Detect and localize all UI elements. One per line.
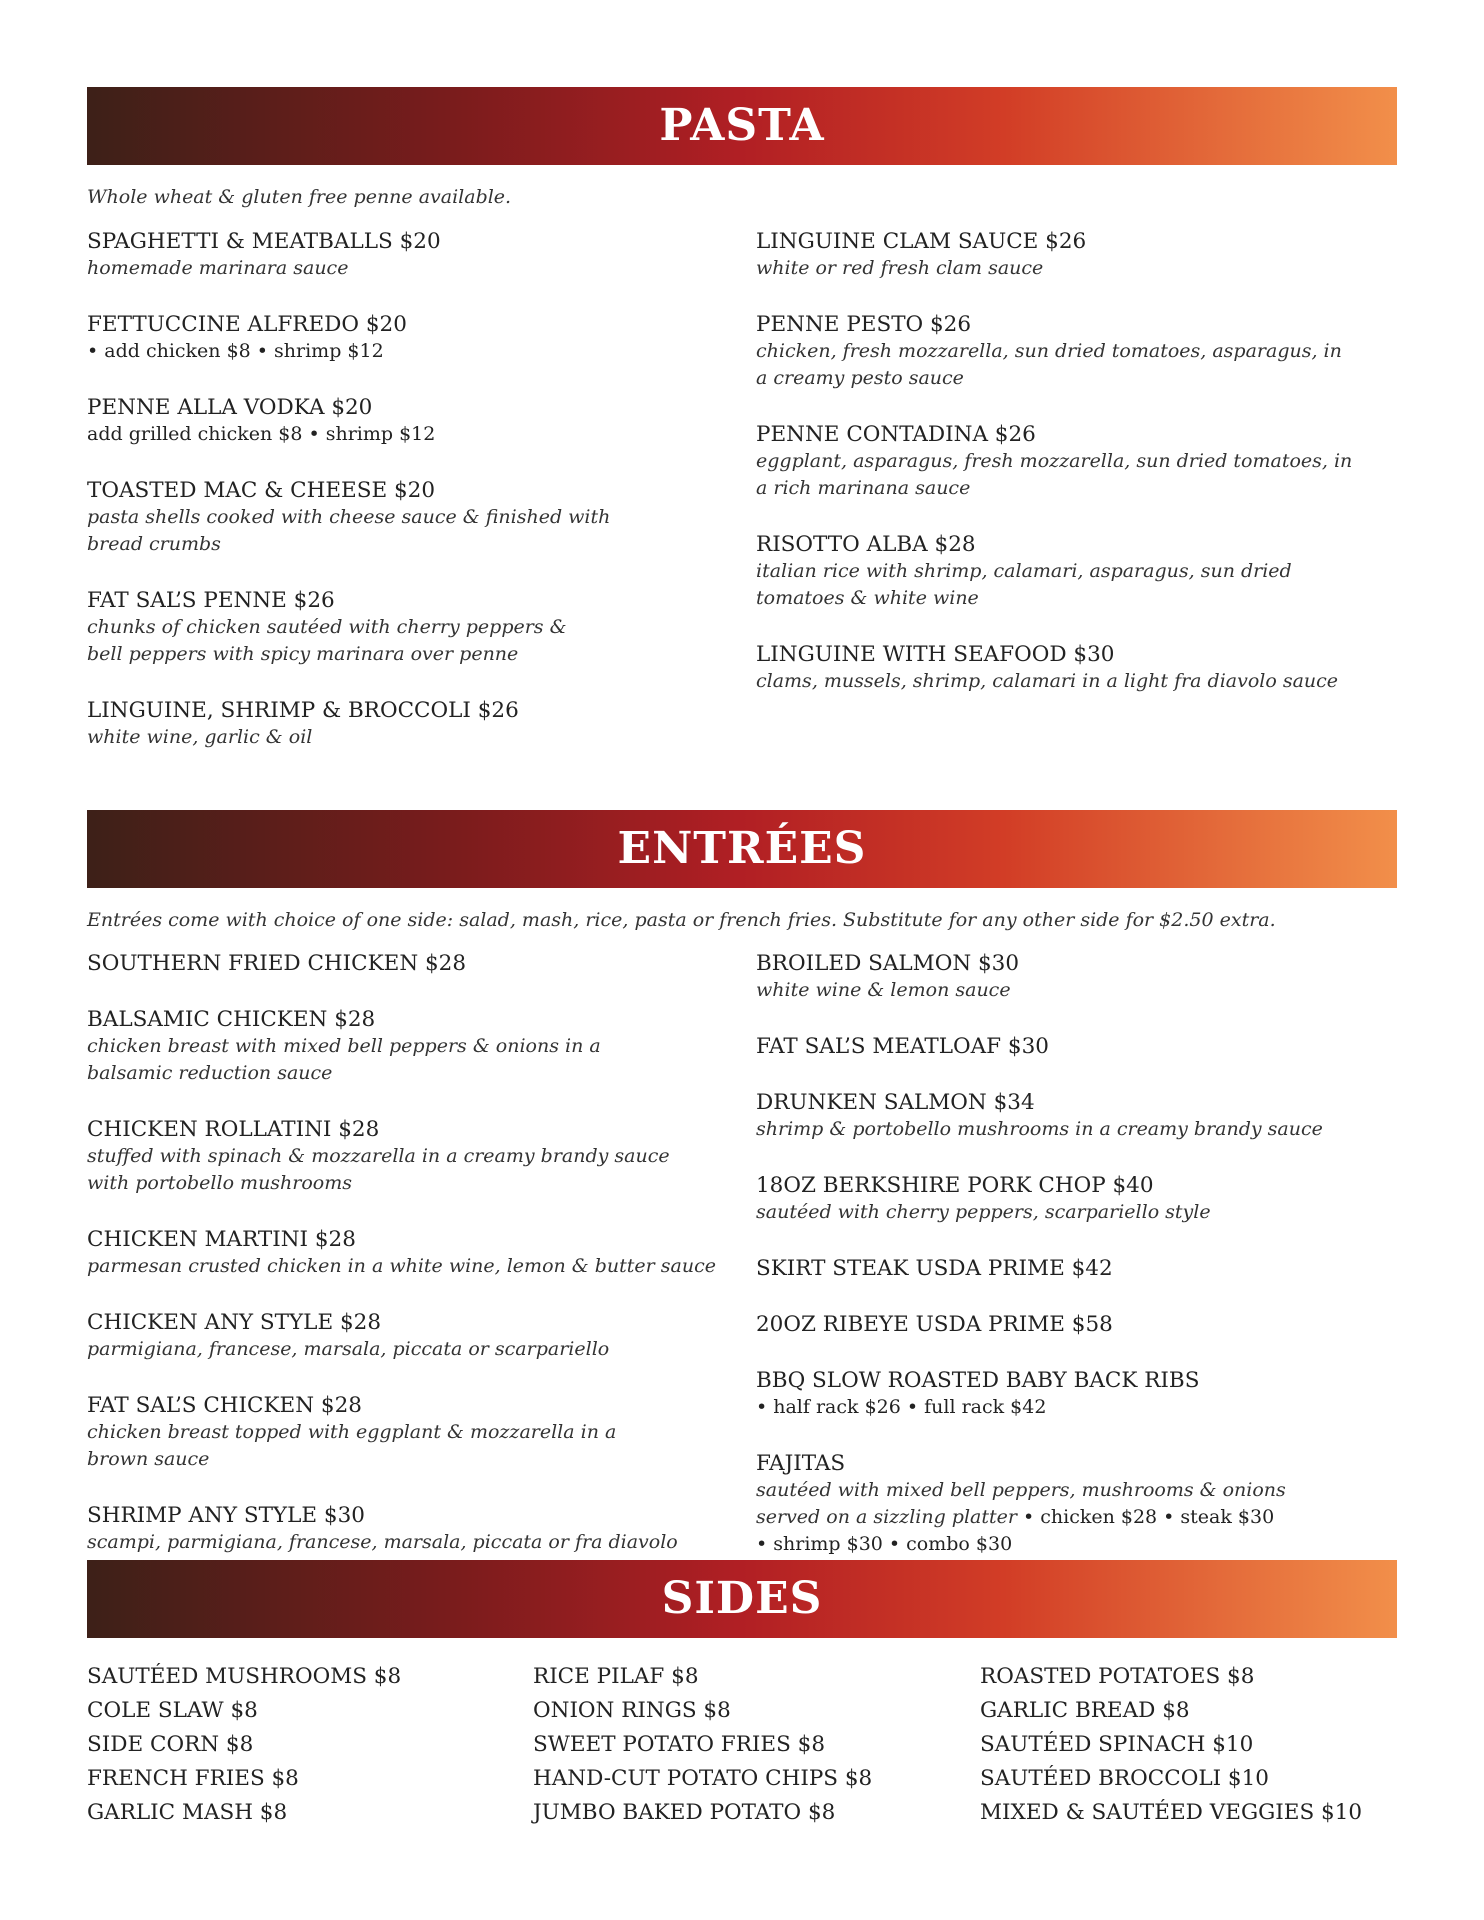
menu-item [87,697,727,751]
item-name: DRUNKEN SALMON $34 [756,1090,1035,1115]
item-desc: chicken breast with mixed bell peppers & onions in a balsamic reduction sauce [87,1035,601,1084]
item-name: 20OZ RIBEYE USDA PRIME $58 [756,1312,1113,1337]
item-name: LINGUINE, SHRIMP & BROCCOLI $26 [87,698,519,723]
menu-item [87,587,727,668]
item-name: BBQ SLOW ROASTED BABY BACK RIBS [756,1368,1200,1393]
item-desc: chicken, fresh mozzarella, sun dried tomatoes, asparagus, in a creamy pesto sauce [756,340,1342,389]
menu-item [87,1116,727,1197]
item-addon: add grilled chicken $8 • shrimp $12 [87,423,436,445]
menu-item [756,1311,1396,1338]
item-desc: white wine & lemon sauce [756,979,1011,1001]
item-desc: sautéed with cherry peppers, scarpariello style [756,1201,1211,1223]
side-item: ROASTED POTATOES $8 [980,1664,1255,1689]
menu-item [756,1367,1396,1421]
side-item: ONION RINGS $8 [533,1698,731,1723]
item-desc: sautéed with mixed bell peppers, mushrooms & onions [756,1479,1286,1501]
item-name: SKIRT STEAK USDA PRIME $42 [756,1256,1113,1281]
menu-item-fajitas [756,1450,1396,1558]
item-desc: white or red fresh clam sauce [756,257,1044,279]
menu-item [756,531,1396,612]
side-item: SAUTÉED MUSHROOMS $8 [87,1664,402,1689]
menu-item [87,477,727,558]
item-name: LINGUINE WITH SEAFOOD $30 [756,642,1115,667]
item-name: LINGUINE CLAM SAUCE $26 [756,229,1087,254]
item-name: FETTUCCINE ALFREDO $20 [87,312,407,337]
menu-item [87,228,727,282]
side-item: MIXED & SAUTÉED VEGGIES $10 [980,1800,1363,1825]
item-desc: parmesan crusted chicken in a white wine, lemon & butter sauce [87,1255,716,1277]
side-item: FRENCH FRIES $8 [87,1766,299,1791]
item-name: BALSAMIC CHICKEN $28 [87,1007,376,1032]
item-desc: chicken breast topped with eggplant & mozzarella in a brown sauce [87,1421,617,1470]
pasta-banner: PASTA [87,87,1397,165]
menu-item [756,1089,1396,1143]
pasta-right-column [756,228,1396,724]
side-item: HAND-CUT POTATO CHIPS $8 [533,1766,873,1791]
sides-column-3 [980,1660,1400,1830]
side-item: SIDE CORN $8 [87,1732,254,1757]
item-name: FAT SAL’S MEATLOAF $30 [756,1034,1049,1059]
menu-item [87,1309,727,1363]
item-name: SHRIMP ANY STYLE $30 [87,1503,365,1528]
item-name: FAJITAS [756,1451,846,1476]
sides-banner: SIDES [87,1560,1397,1638]
item-name: TOASTED MAC & CHEESE $20 [87,478,436,503]
item-desc: eggplant, asparagus, fresh mozzarella, sun dried tomatoes, in a rich marinana sauce [756,450,1353,499]
menu-item [87,1006,727,1087]
pasta-left-column [87,228,727,780]
menu-item [87,1226,727,1280]
entrees-note: Entrées come with choice of one side: salad, mash, rice, pasta or french fries. Substitute for any other side for $2.50 extra. [87,909,1276,931]
item-desc: pasta shells cooked with cheese sauce & finished with bread crumbs [87,506,611,555]
side-item: SWEET POTATO FRIES $8 [533,1732,826,1757]
item-addon: • add chicken $8 • shrimp $12 [87,340,384,362]
item-desc-line2 [756,1504,1396,1531]
menu-item [87,311,727,365]
item-desc: italian rice with shrimp, calamari, asparagus, sun dried tomatoes & white wine [756,560,1292,609]
item-desc: scampi, parmigiana, francese, marsala, piccata or fra diavolo [87,1531,678,1553]
sides-column-2 [533,1660,973,1830]
item-desc: clams, mussels, shrimp, calamari in a light fra diavolo sauce [756,670,1339,692]
item-addon: • half rack $26 • full rack $42 [756,1396,1047,1418]
menu-item [87,1502,727,1556]
item-name: SPAGHETTI & MEATBALLS $20 [87,229,441,254]
item-name: PENNE CONTADINA $26 [756,422,1036,447]
menu-item [756,421,1396,502]
menu-item [756,228,1396,282]
item-name: RISOTTO ALBA $28 [756,532,976,557]
item-desc: stuffed with spinach & mozzarella in a creamy brandy sauce with portobello mushrooms [87,1145,670,1194]
menu-item [756,950,1396,1004]
menu-item [756,1172,1396,1226]
item-name: 18OZ BERKSHIRE PORK CHOP $40 [756,1173,1154,1198]
item-name: CHICKEN ANY STYLE $28 [87,1310,382,1335]
side-item: COLE SLAW $8 [87,1698,258,1723]
entrees-banner: ENTRÉES [87,810,1397,888]
pasta-note: Whole wheat & gluten free penne available. [87,186,512,208]
menu-item [756,641,1396,695]
menu-item [756,1255,1396,1282]
item-desc: chunks of chicken sautéed with cherry peppers & bell peppers with spicy marinara over penne [87,616,567,665]
side-item: GARLIC MASH $8 [87,1800,288,1825]
item-name: FAT SAL’S PENNE $26 [87,588,335,613]
menu-item [87,950,727,977]
side-item: JUMBO BAKED POTATO $8 [533,1800,836,1825]
item-addon: • shrimp $30 • combo $30 [756,1533,1013,1555]
item-addon-inline: • chicken $28 • steak $30 [1016,1506,1275,1528]
menu-item [87,394,727,448]
side-item: SAUTÉED BROCCOLI $10 [980,1766,1269,1791]
item-name: BROILED SALMON $30 [756,951,1020,976]
side-item: SAUTÉED SPINACH $10 [980,1732,1254,1757]
item-name: PENNE PESTO $26 [756,312,972,337]
item-name: FAT SAL’S CHICKEN $28 [87,1393,362,1418]
side-item: GARLIC BREAD $8 [980,1698,1190,1723]
entrees-right-column [756,950,1396,1587]
item-name: PENNE ALLA VODKA $20 [87,395,373,420]
item-name: CHICKEN MARTINI $28 [87,1227,356,1252]
item-desc: homemade marinara sauce [87,257,349,279]
menu-item [756,311,1396,392]
item-desc-text: served on a sizzling platter [756,1506,1017,1528]
item-name: SOUTHERN FRIED CHICKEN $28 [87,951,467,976]
side-item: RICE PILAF $8 [533,1664,699,1689]
sides-column-1 [87,1660,527,1830]
entrees-left-column [87,950,727,1585]
item-desc: parmigiana, francese, marsala, piccata or scarpariello [87,1338,610,1360]
menu-item [756,1033,1396,1060]
item-desc: white wine, garlic & oil [87,726,313,748]
item-name: CHICKEN ROLLATINI $28 [87,1117,380,1142]
item-desc: shrimp & portobello mushrooms in a creamy brandy sauce [756,1118,1323,1140]
menu-item [87,1392,727,1473]
